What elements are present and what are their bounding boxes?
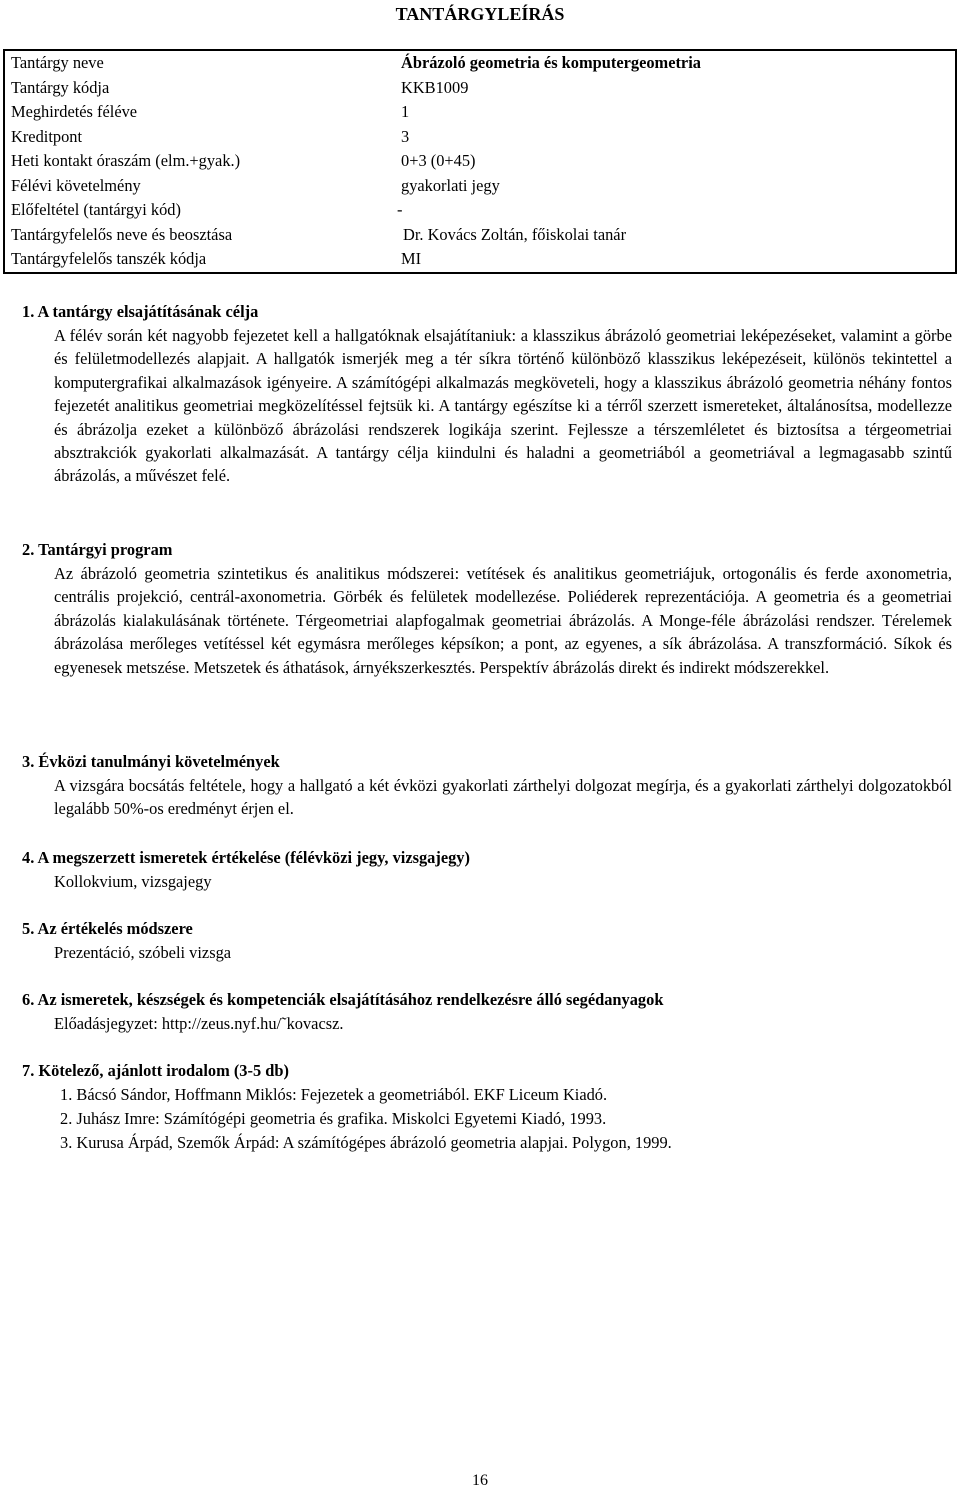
row-label: Tantárgy kódja (11, 77, 110, 97)
row-label: Tantárgy neve (11, 53, 104, 73)
row-label: Előfeltétel (tantárgyi kód) (11, 200, 181, 220)
table-row (4, 198, 956, 223)
table-row (4, 223, 956, 248)
row-value: MI (401, 249, 422, 269)
section-evaluation (22, 846, 952, 894)
section-text: A vizsgára bocsátás feltétele, hogy a hallgató a két évközi gyakorlati zárthelyi dolgozat megírja, és a gyakorlati zárthelyi dolgozatokból legalább 50%-os eredményt érjen el. (54, 776, 952, 819)
row-label: Tantárgyfelelős tanszék kódja (11, 249, 207, 269)
course-info-table (3, 49, 957, 274)
table-row (4, 174, 956, 199)
section-title: 4. A megszerzett ismeretek értékelése (félévközi jegy, vizsgajegy) (22, 848, 470, 867)
row-label: Meghirdetés féléve (11, 102, 138, 122)
section-method (22, 917, 952, 965)
table-row (4, 76, 956, 101)
section-materials (22, 988, 952, 1036)
row-value: 3 (401, 126, 410, 146)
section-title: 2. Tantárgyi program (22, 540, 173, 559)
table-row (4, 100, 956, 125)
row-label: Heti kontakt óraszám (elm.+gyak.) (11, 151, 241, 171)
section-title: 1. A tantárgy elsajátításának célja (22, 302, 259, 321)
table-row (4, 149, 956, 174)
row-value: 0+3 (0+45) (401, 151, 476, 171)
section-text: Kollokvium, vizsgajegy (54, 872, 212, 891)
list-item: 3. Kurusa Árpád, Szemők Árpád: A számítógépes ábrázoló geometria alapjai. Polygon, 1999. (60, 1133, 672, 1152)
row-label: Félévi követelmény (11, 175, 141, 195)
list-item: 2. Juhász Imre: Számítógépi geometria és grafika. Miskolci Egyetemi Kiadó, 1993. (60, 1109, 607, 1128)
list-item: 1. Bácsó Sándor, Hoffmann Miklós: Fejezetek a geometriából. EKF Liceum Kiadó. (60, 1085, 608, 1104)
row-value: gyakorlati jegy (401, 175, 500, 195)
section-program (22, 538, 952, 679)
row-value: - (397, 200, 403, 220)
row-value: Dr. Kovács Zoltán, főiskolai tanár (403, 224, 627, 244)
table-row (4, 247, 956, 273)
table-row (4, 50, 956, 76)
section-text: Előadásjegyzet: http://zeus.nyf.hu/˜kovacsz. (54, 1014, 344, 1033)
row-value: 1 (401, 102, 410, 122)
section-title: 5. Az értékelés módszere (22, 919, 193, 938)
page-number: 16 (472, 1472, 488, 1489)
section-text: Prezentáció, szóbeli vizsga (54, 943, 232, 962)
section-literature (22, 1059, 952, 1155)
section-goal (22, 300, 952, 488)
page-title: TANTÁRGYLEÍRÁS (395, 4, 565, 24)
section-title: 3. Évközi tanulmányi követelmények (22, 752, 280, 771)
row-label: Tantárgyfelelős neve és beosztása (11, 224, 233, 244)
section-title: 7. Kötelező, ajánlott irodalom (3-5 db) (22, 1061, 289, 1080)
section-title: 6. Az ismeretek, készségek és kompetenciák elsajátításához rendelkezésre álló segédanyagok (22, 990, 664, 1009)
section-text: Az ábrázoló geometria szintetikus és analitikus módszerei: vetítések és analitikus geometriájuk, ortogonális és ferde axonometria, centrális projekció, centrál-axonometria. Görbék és felületek modellezése. Poliéderek reprezentációja. A geometria és a geometriai ábrázolás kialakulásának története. Térgeometriai alapfogalmak geometriai ábrázolás. A Monge-féle ábrázolási rendszer. Térelemek ábrázolása merőleges vetítéssel két egymásra merőleges képsíkon; a pont, az egyenes, a sík ábrázolása. A transzformáció. Síkok és egyenesek metszése. Metszetek és áthatások, árnyékszerkesztés. Perspektív ábrázolás direkt és indirekt módszerekkel. (54, 564, 952, 677)
section-requirements (22, 750, 952, 821)
row-label: Kreditpont (11, 126, 83, 146)
row-value: KKB1009 (401, 77, 469, 97)
table-row (4, 125, 956, 150)
row-value: Ábrázoló geometria és komputergeometria (401, 53, 701, 73)
section-text: A félév során két nagyobb fejezetet kell a hallgatóknak elsajátítaniuk: a klasszikus ábrázoló geometriai leképezéseket, valamint a görbe és felületmodellezés alapjait. A hallgatók ismerjék meg a tér síkra történő különböző klasszikus leképezéseit, különös tekintettel a komputergrafikai alkalmazások igényeire. A számítógépi alkalmazás megköveteli, hogy a klasszikus ábrázoló geometria néhány fontos fejezetét analitikus geometriai megközelítéssel fejtsük ki. A tantárgy egészítse ki a térről szerzett ismereteket, általánosítsa, modellezze és ábrázolja ezeket a különböző ábrázolási rendszerek logikája szerint. Fejlessze a térszemléletet és biztosítsa a térgeometriai absztrakciók gyakorlati alkalmazását. A tantárgy célja kiindulni és haladni a geometriából a geometriával a legmagasabb szintű ábrázolás, a művészet felé. (54, 326, 952, 486)
